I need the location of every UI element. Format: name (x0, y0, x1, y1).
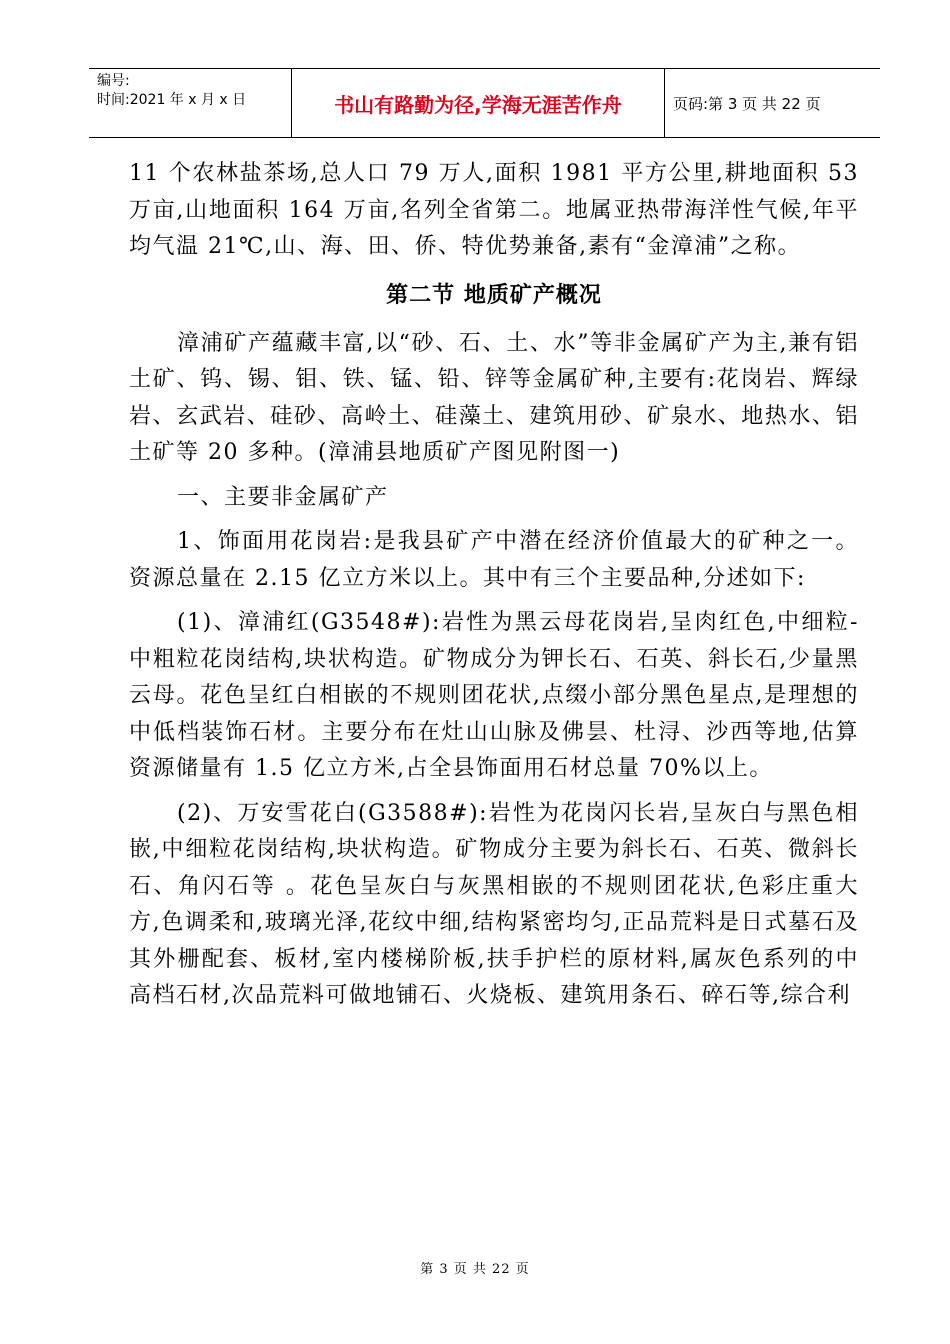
subheading: 一、主要非金属矿产 (177, 484, 389, 510)
header-meta (89, 69, 292, 137)
page-header (89, 68, 880, 138)
page-footer: 第 3 页 共 22 页 (420, 1262, 530, 1277)
document-body (129, 156, 859, 1015)
paragraph: 11 个农林盐茶场,总人口 79 万人,面积 1981 平方公里,耕地面积 53 万亩,山地面积 164 万亩,名列全省第二。地属亚热带海洋性气候,年平均气温 21℃,山、海、田、侨、特优势兼备,素有“金漳浦”之称。 (129, 161, 859, 259)
section-title: 第二节 地质矿产概况 (386, 282, 602, 308)
paragraph: 1、饰面用花岗岩:是我县矿产中潜在经济价值最大的矿种之一。资源总量在 2.15 亿立方米以上。其中有三个主要品种,分述如下: (129, 529, 859, 591)
paragraph: (1)、漳浦红(G3548#):岩性为黑云母花岗岩,呈肉红色,中细粒-中粗粒花岗结构,块状构造。矿物成分为钾长石、石英、斜长石,少量黑云母。花色呈红白相嵌的不规则团花状,点缀小部分黑色星点,是理想的中低档装饰石材。主要分布在灶山山脉及佛昙、杜浔、沙西等地,估算资源储量有 1.5 亿立方米,占全县饰面用石材总量 70%以上。 (129, 610, 859, 781)
paragraph: 漳浦矿产蕴藏丰富,以“砂、石、土、水”等非金属矿产为主,兼有铝土矿、钨、锡、钼、铁、锰、铅、锌等金属矿种,主要有:花岗岩、辉绿岩、玄武岩、硅砂、高岭土、硅藻土、建筑用砂、矿泉水、地热水、铝土矿等 20 多种。(漳浦县地质矿产图见附图一) (129, 330, 859, 465)
number-label: 编号: (97, 73, 130, 89)
header-motto: 书山有路勤为径,学海无涯苦作舟 (292, 69, 665, 137)
header-page-info: 页码:第 3 页 共 22 页 (673, 94, 821, 113)
paragraph: (2)、万安雪花白(G3588#):岩性为花岗闪长岩,呈灰白与黑色相嵌,中细粒花岗结构,块状构造。矿物成分主要为斜长石、石英、微斜长石、角闪石等 。花色呈灰白与灰黑相嵌的不规则团花状,色彩庄重大方,色调柔和,玻璃光泽,花纹中细,结构紧密均匀,正品荒料是日式墓石及其外栅配套、板材,室内楼梯阶板,扶手护栏的原材料,属灰色系列的中高档石材,次品荒料可做地铺石、火烧板、建筑用条石、碎石等,综合利 (129, 800, 859, 1008)
time-label: 时间:2021 年 x 月 x 日 (97, 92, 247, 108)
